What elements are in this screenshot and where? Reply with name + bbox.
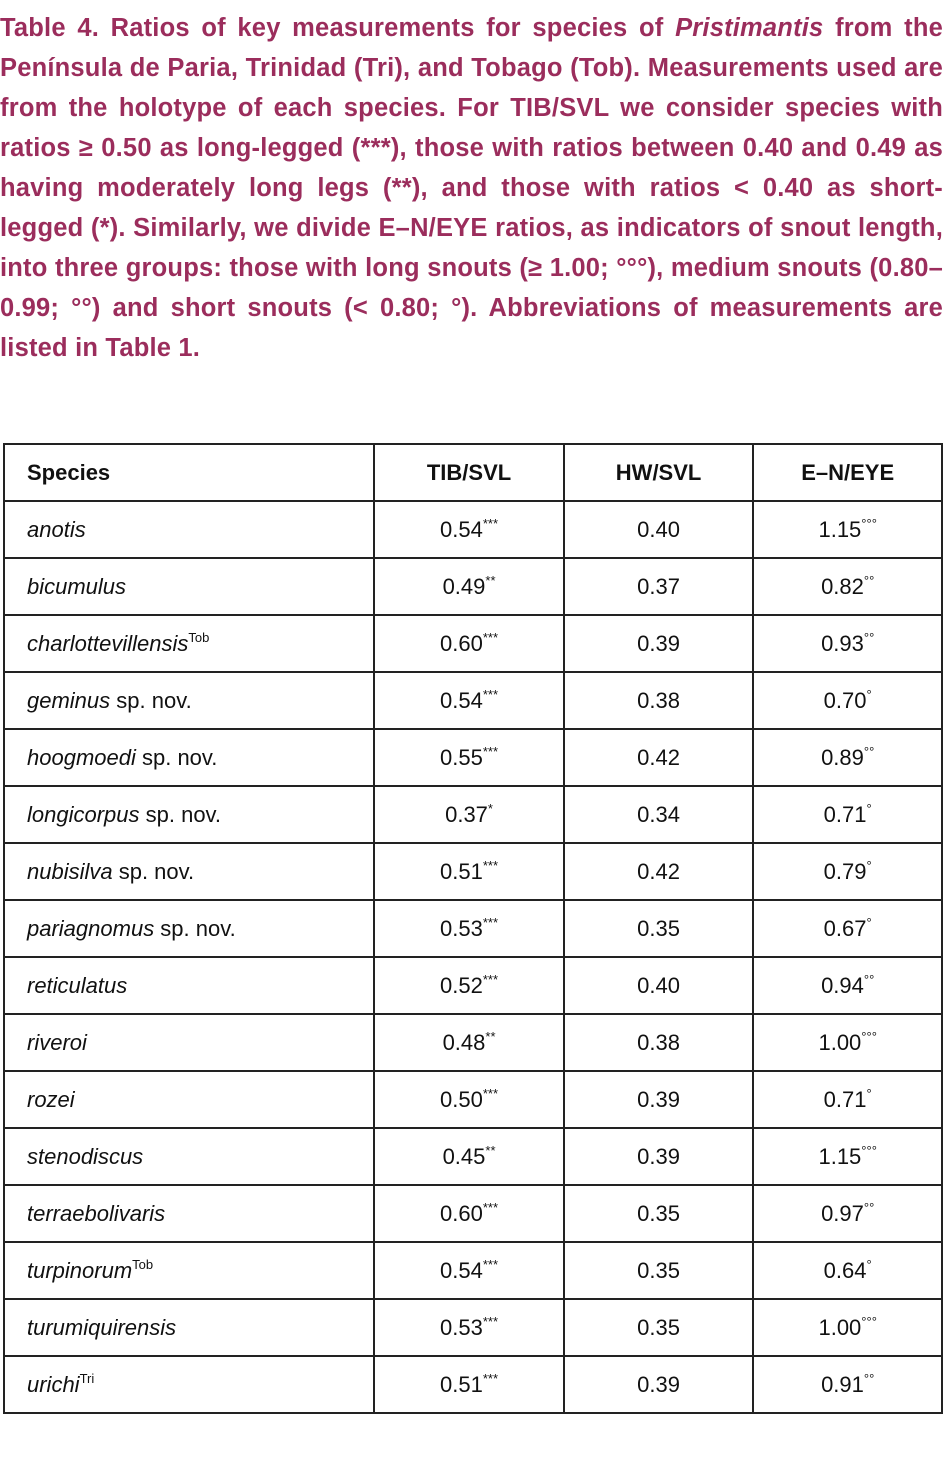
hw-svl-value: 0.42 [637,858,680,884]
en-eye-value: 1.15 [818,1143,862,1169]
tib-svl-value: 0.52 [440,972,483,998]
table-body [4,501,942,1413]
hw-svl-cell [564,1185,754,1242]
species-suffix: sp. nov. [154,915,236,941]
hw-svl-value: 0.35 [637,1257,680,1283]
species-name: riveroi [27,1029,87,1055]
species-cell [4,786,374,843]
species-cell [4,1242,374,1299]
species-cell [4,1128,374,1185]
table-row [4,1071,942,1128]
hw-svl-cell [564,672,754,729]
tib-svl-cell [374,1299,564,1356]
en-eye-marker: °° [863,629,875,645]
en-eye-value: 0.97 [821,1200,864,1226]
species-locality-superscript: Tob [188,629,210,645]
header-species: Species [4,444,374,501]
species-cell [4,900,374,957]
tib-svl-cell [374,672,564,729]
species-name: urichi [27,1371,80,1397]
hw-svl-cell [564,786,754,843]
en-eye-value: 0.91 [821,1371,864,1397]
en-eye-marker: °° [863,743,875,759]
species-name: longicorpus [27,801,140,827]
tib-svl-cell [374,501,564,558]
hw-svl-cell [564,615,754,672]
tib-svl-cell [374,1071,564,1128]
hw-svl-cell [564,1014,754,1071]
species-cell [4,1299,374,1356]
hw-svl-cell [564,1242,754,1299]
en-eye-cell [753,558,942,615]
tib-svl-marker: *** [482,914,499,930]
en-eye-value: 0.67 [823,915,867,941]
species-name: reticulatus [27,972,128,998]
tib-svl-cell [374,1014,564,1071]
hw-svl-cell [564,1071,754,1128]
en-eye-marker: °° [863,1199,875,1215]
en-eye-marker: ° [866,857,872,873]
tib-svl-cell [374,729,564,786]
species-locality-superscript: Tri [79,1370,95,1386]
species-suffix: sp. nov. [110,687,192,713]
en-eye-marker: °°° [861,515,877,531]
hw-svl-value: 0.35 [637,1314,680,1340]
species-suffix: sp. nov. [112,858,195,884]
tib-svl-value: 0.54 [440,516,483,542]
tib-svl-value: 0.53 [440,915,483,941]
en-eye-marker: °° [863,971,875,987]
hw-svl-value: 0.35 [637,1200,680,1226]
en-eye-cell [753,615,942,672]
tib-svl-marker: *** [482,1370,499,1386]
species-cell [4,1185,374,1242]
en-eye-marker: °° [863,1370,875,1386]
en-eye-value: 0.79 [823,858,867,884]
tib-svl-marker: *** [482,515,499,531]
en-eye-marker: °°° [861,1142,877,1158]
species-name: charlottevillensis [27,630,189,656]
hw-svl-value: 0.34 [637,801,680,827]
en-eye-value: 1.00 [818,1029,862,1055]
hw-svl-value: 0.37 [637,573,680,599]
species-cell [4,501,374,558]
en-eye-cell [753,786,942,843]
tib-svl-marker: *** [482,1199,499,1215]
tib-svl-cell [374,615,564,672]
species-name: nubisilva [27,858,113,884]
table-row [4,615,942,672]
ratios-table [3,443,943,1414]
tib-svl-cell [374,786,564,843]
tib-svl-marker: *** [482,857,499,873]
en-eye-value: 0.71 [823,801,867,827]
tib-svl-cell [374,843,564,900]
en-eye-value: 0.82 [821,573,864,599]
tib-svl-value: 0.48 [442,1029,486,1055]
hw-svl-cell [564,843,754,900]
header-en-eye: E–N/EYE [753,444,942,501]
species-name: stenodiscus [27,1143,144,1169]
table-row [4,1356,942,1413]
hw-svl-cell [564,1128,754,1185]
tib-svl-marker: * [487,800,493,816]
tib-svl-cell [374,900,564,957]
tib-svl-marker: *** [482,629,499,645]
tib-svl-value: 0.60 [440,1200,483,1226]
tib-svl-marker: *** [482,743,499,759]
en-eye-value: 0.70 [823,687,867,713]
hw-svl-value: 0.40 [637,516,680,542]
hw-svl-value: 0.38 [637,687,680,713]
species-name: terraebolivaris [27,1200,166,1226]
caption-text-part2: from the Península de Paria, Trinidad (Tri), and Tobago (Tob). Measurements used are from the holotype of each species. For TIB/SVL we consider species with ratios ≥ 0.50 as long-legged (***), those with ratios between 0.40 and 0.49 as having moderately long legs (**), and those with ratios < 0.40 as short-legged (*). Similarly, we divide E–N/EYE ratios, as indicators of snout length, into three groups: those with long snouts (≥ 1.00; °°°), medium snouts (0.80–0.99; °°) and short snouts (< 0.80; °). Abbreviations of measurements are listed in Table 1. [0,14,943,362]
en-eye-cell [753,729,942,786]
tib-svl-cell [374,1242,564,1299]
table-row [4,1242,942,1299]
tib-svl-value: 0.51 [440,1371,483,1397]
species-cell [4,1014,374,1071]
species-cell [4,672,374,729]
tib-svl-marker: ** [485,1142,496,1158]
table-row [4,786,942,843]
tib-svl-value: 0.55 [440,744,483,770]
tib-svl-marker: *** [482,971,499,987]
tib-svl-marker: ** [485,1028,496,1044]
species-cell [4,615,374,672]
hw-svl-cell [564,501,754,558]
tib-svl-value: 0.51 [440,858,483,884]
tib-svl-marker: *** [482,1256,499,1272]
table-header-row [4,444,942,501]
hw-svl-cell [564,900,754,957]
en-eye-value: 0.71 [823,1086,867,1112]
species-cell [4,1071,374,1128]
hw-svl-value: 0.35 [637,915,680,941]
en-eye-cell [753,1242,942,1299]
tib-svl-value: 0.45 [442,1143,486,1169]
species-name: pariagnomus [27,915,155,941]
hw-svl-value: 0.39 [637,1143,680,1169]
table-row [4,1128,942,1185]
en-eye-cell [753,1128,942,1185]
en-eye-cell [753,957,942,1014]
tib-svl-cell [374,558,564,615]
species-cell [4,729,374,786]
en-eye-value: 1.00 [818,1314,862,1340]
tib-svl-value: 0.53 [440,1314,483,1340]
en-eye-marker: ° [866,1256,872,1272]
species-cell [4,1356,374,1413]
species-suffix: sp. nov. [135,744,218,770]
en-eye-value: 1.15 [818,516,862,542]
table-row [4,729,942,786]
tib-svl-value: 0.54 [440,1257,483,1283]
tib-svl-marker: *** [482,686,499,702]
tib-svl-cell [374,1128,564,1185]
table-row [4,1185,942,1242]
species-cell [4,843,374,900]
en-eye-marker: ° [866,800,872,816]
tib-svl-value: 0.54 [440,687,483,713]
en-eye-value: 0.89 [821,744,864,770]
en-eye-marker: °°° [861,1313,877,1329]
header-hw-svl: HW/SVL [564,444,754,501]
hw-svl-value: 0.39 [637,1371,680,1397]
species-name: rozei [27,1086,75,1112]
en-eye-cell [753,1299,942,1356]
table-row [4,843,942,900]
en-eye-marker: ° [866,914,872,930]
species-suffix: sp. nov. [139,801,222,827]
tib-svl-marker: ** [485,572,496,588]
en-eye-cell [753,1014,942,1071]
en-eye-cell [753,501,942,558]
hw-svl-value: 0.39 [637,630,680,656]
en-eye-value: 0.94 [821,972,864,998]
species-cell [4,957,374,1014]
hw-svl-cell [564,729,754,786]
caption-text-part1: Table 4. Ratios of key measurements for species of [0,14,676,42]
hw-svl-value: 0.40 [637,972,680,998]
table-caption [0,8,943,368]
species-name: bicumulus [27,573,127,599]
table-row [4,957,942,1014]
tib-svl-cell [374,957,564,1014]
hw-svl-value: 0.39 [637,1086,680,1112]
tib-svl-marker: *** [482,1085,499,1101]
table-row [4,1299,942,1356]
table-row [4,1014,942,1071]
en-eye-value: 0.93 [821,630,864,656]
header-tib-svl: TIB/SVL [374,444,564,501]
table-row [4,501,942,558]
table-row [4,672,942,729]
en-eye-cell [753,1356,942,1413]
table-row [4,558,942,615]
tib-svl-value: 0.60 [440,630,483,656]
tib-svl-value: 0.50 [440,1086,483,1112]
hw-svl-value: 0.42 [637,744,680,770]
en-eye-cell [753,1071,942,1128]
hw-svl-cell [564,1356,754,1413]
en-eye-marker: ° [866,686,872,702]
en-eye-cell [753,900,942,957]
table-row [4,900,942,957]
hw-svl-cell [564,558,754,615]
hw-svl-value: 0.38 [637,1029,680,1055]
en-eye-cell [753,672,942,729]
species-name: geminus [27,687,111,713]
en-eye-cell [753,1185,942,1242]
tib-svl-marker: *** [482,1313,499,1329]
caption-genus-name: Pristimantis [675,14,824,42]
tib-svl-cell [374,1356,564,1413]
tib-svl-cell [374,1185,564,1242]
species-name: turpinorum [27,1257,133,1283]
hw-svl-cell [564,1299,754,1356]
en-eye-cell [753,843,942,900]
tib-svl-value: 0.49 [442,573,486,599]
species-name: hoogmoedi [27,744,136,770]
en-eye-marker: ° [866,1085,872,1101]
hw-svl-cell [564,957,754,1014]
species-locality-superscript: Tob [132,1256,154,1272]
species-cell [4,558,374,615]
species-name: turumiquirensis [27,1314,177,1340]
en-eye-marker: °° [863,572,875,588]
en-eye-marker: °°° [861,1028,877,1044]
species-name: anotis [27,516,86,542]
tib-svl-value: 0.37 [445,801,488,827]
en-eye-value: 0.64 [823,1257,867,1283]
